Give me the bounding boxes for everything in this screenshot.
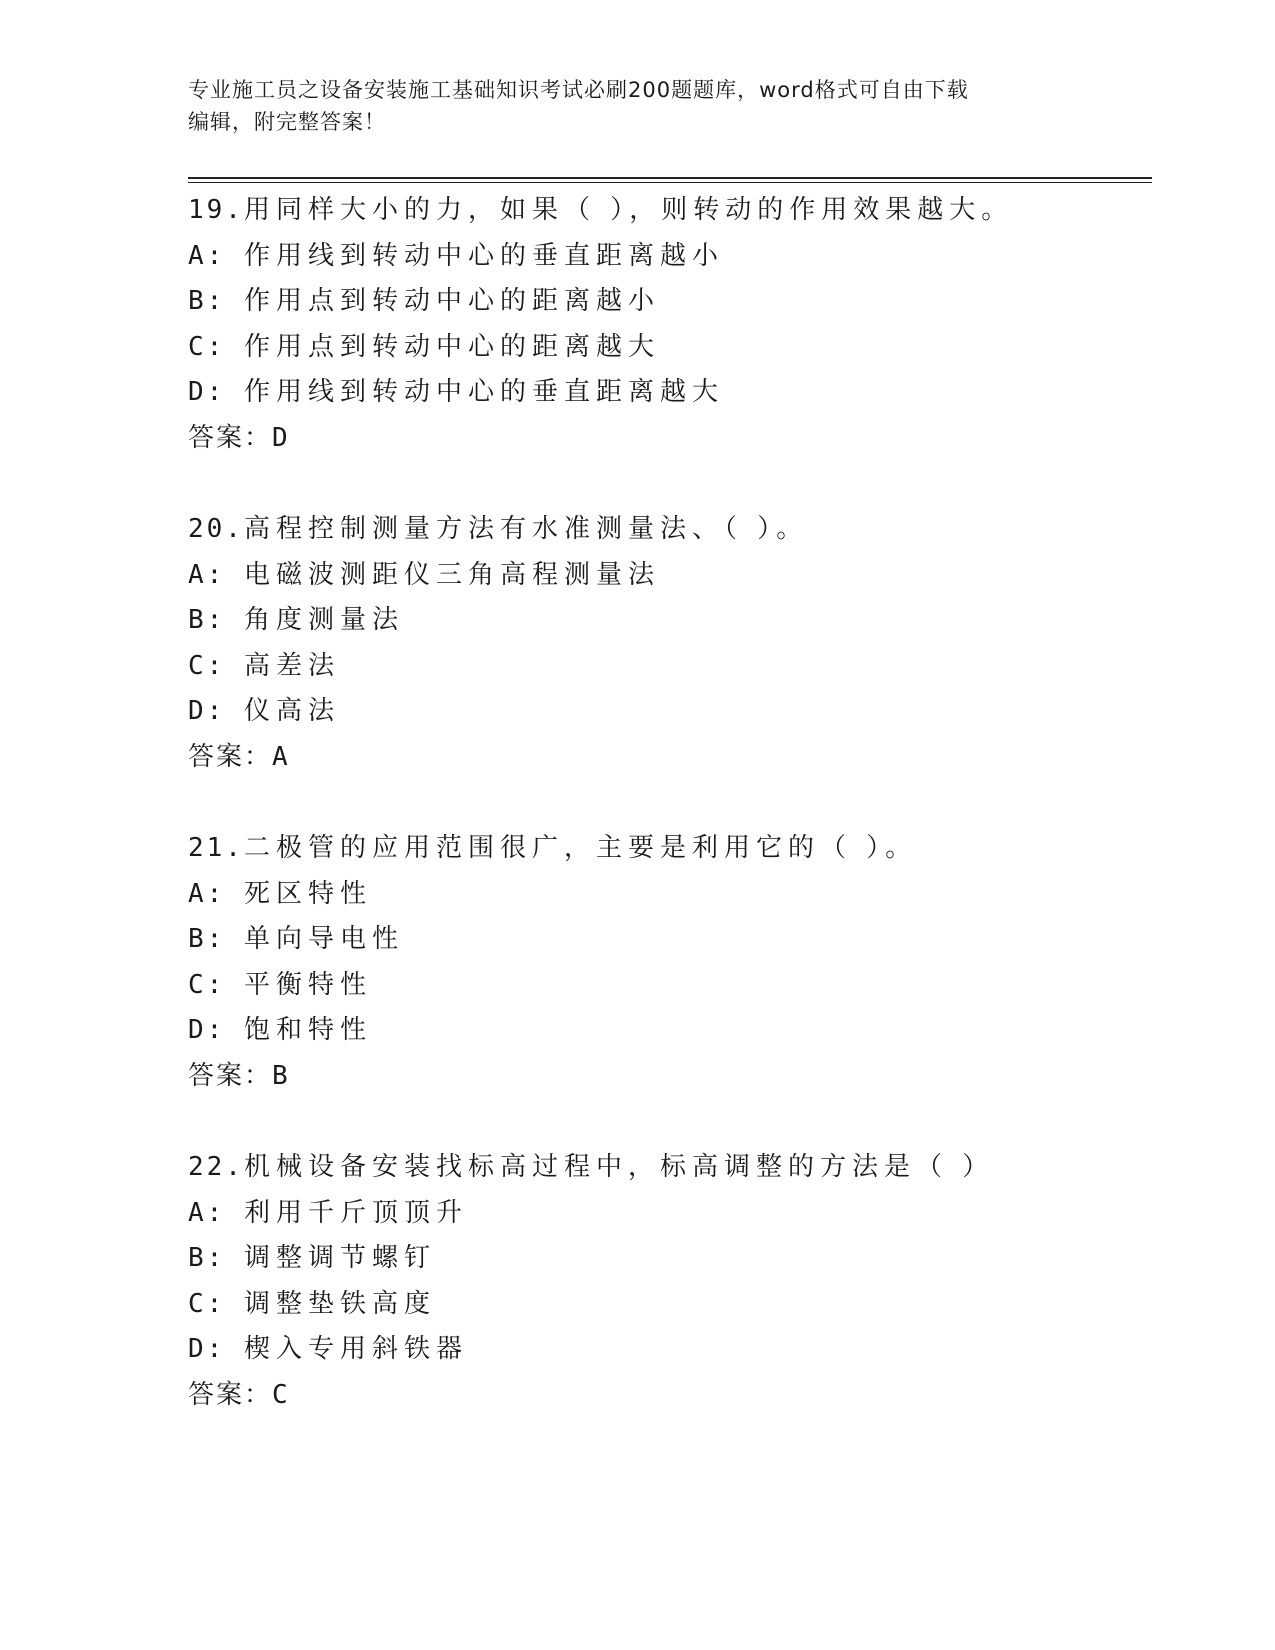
option-d (188, 689, 1148, 735)
option-text: 饱和特性 (243, 1015, 372, 1045)
question-20 (188, 507, 1148, 780)
option-letter: D: (188, 377, 226, 407)
option-text: 利用千斤顶顶升 (243, 1197, 468, 1228)
question-text: 机械设备安装找标高过程中，标高调整的方法是（ ） (243, 1152, 995, 1182)
option-text: 调整垫铁高度 (243, 1288, 436, 1319)
option-letter: A: (188, 1197, 226, 1228)
header-divider-thick (188, 177, 1152, 179)
answer-value: C (272, 1379, 288, 1410)
answer-value: B (272, 1060, 288, 1091)
option-text: 楔入专用斜铁器 (243, 1334, 468, 1364)
option-b (188, 917, 1148, 963)
answer-label: 答案： (188, 741, 273, 772)
option-a (188, 872, 1148, 918)
answer-line (188, 1054, 1148, 1100)
question-22 (188, 1145, 1148, 1418)
header-divider-thin (188, 182, 1152, 183)
option-text: 高差法 (243, 650, 340, 681)
option-c (188, 644, 1148, 690)
option-c (188, 1282, 1148, 1328)
header-title-line2: 编辑，附完整答案！ (188, 110, 386, 134)
option-text: 平衡特性 (243, 969, 372, 1000)
option-b (188, 279, 1148, 325)
option-b (188, 598, 1148, 644)
question-text: 二极管的应用范围很广，主要是利用它的（ ）。 (243, 833, 918, 863)
answer-label: 答案： (188, 422, 273, 453)
option-text: 电磁波测距仪三角高程测量法 (243, 559, 660, 590)
header-title-line1: 专业施工员之设备安装施工基础知识考试必刷200题题库，word格式可自由下载 (188, 78, 969, 102)
option-letter: A: (188, 240, 226, 271)
option-letter: B: (188, 605, 226, 635)
option-letter: C: (188, 331, 226, 362)
option-a (188, 234, 1148, 280)
option-text: 作用点到转动中心的距离越大 (243, 331, 660, 362)
question-text: 高程控制测量方法有水准测量法、（ ）。 (243, 514, 809, 544)
option-b (188, 1236, 1148, 1282)
option-d (188, 1008, 1148, 1054)
option-a (188, 553, 1148, 599)
option-letter: D: (188, 1334, 226, 1364)
question-number: 19. (188, 195, 244, 225)
option-text: 角度测量法 (243, 605, 404, 635)
option-letter: D: (188, 696, 226, 726)
question-stem (188, 826, 1148, 872)
answer-line (188, 1373, 1148, 1419)
option-d (188, 1327, 1148, 1373)
answer-line (188, 416, 1148, 462)
option-letter: A: (188, 878, 226, 909)
answer-value: A (272, 741, 288, 772)
option-text: 作用线到转动中心的垂直距离越小 (243, 240, 724, 271)
option-letter: C: (188, 650, 226, 681)
question-stem (188, 188, 1148, 234)
option-text: 仪高法 (243, 696, 340, 726)
question-21 (188, 826, 1148, 1099)
document-header (188, 74, 1068, 138)
option-c (188, 325, 1148, 371)
option-letter: B: (188, 286, 226, 316)
question-number: 22. (188, 1152, 244, 1182)
question-stem (188, 507, 1148, 553)
answer-label: 答案： (188, 1060, 273, 1091)
option-text: 作用点到转动中心的距离越小 (243, 286, 660, 316)
option-text: 作用线到转动中心的垂直距离越大 (243, 377, 724, 407)
option-a (188, 1191, 1148, 1237)
question-19 (188, 188, 1148, 461)
option-text: 单向导电性 (243, 924, 404, 954)
question-stem (188, 1145, 1148, 1191)
question-number: 20. (188, 514, 244, 544)
option-d (188, 370, 1148, 416)
answer-label: 答案： (188, 1379, 273, 1410)
option-letter: C: (188, 1288, 226, 1319)
option-letter: C: (188, 969, 226, 1000)
option-letter: A: (188, 559, 226, 590)
option-letter: B: (188, 924, 226, 954)
option-letter: D: (188, 1015, 226, 1045)
answer-value: D (272, 422, 288, 453)
answer-line (188, 735, 1148, 781)
option-c (188, 963, 1148, 1009)
option-letter: B: (188, 1243, 226, 1273)
question-text: 用同样大小的力，如果（ ），则转动的作用效果越大。 (243, 195, 1014, 225)
option-text: 调整调节螺钉 (243, 1243, 436, 1273)
question-number: 21. (188, 833, 244, 863)
option-text: 死区特性 (243, 878, 372, 909)
